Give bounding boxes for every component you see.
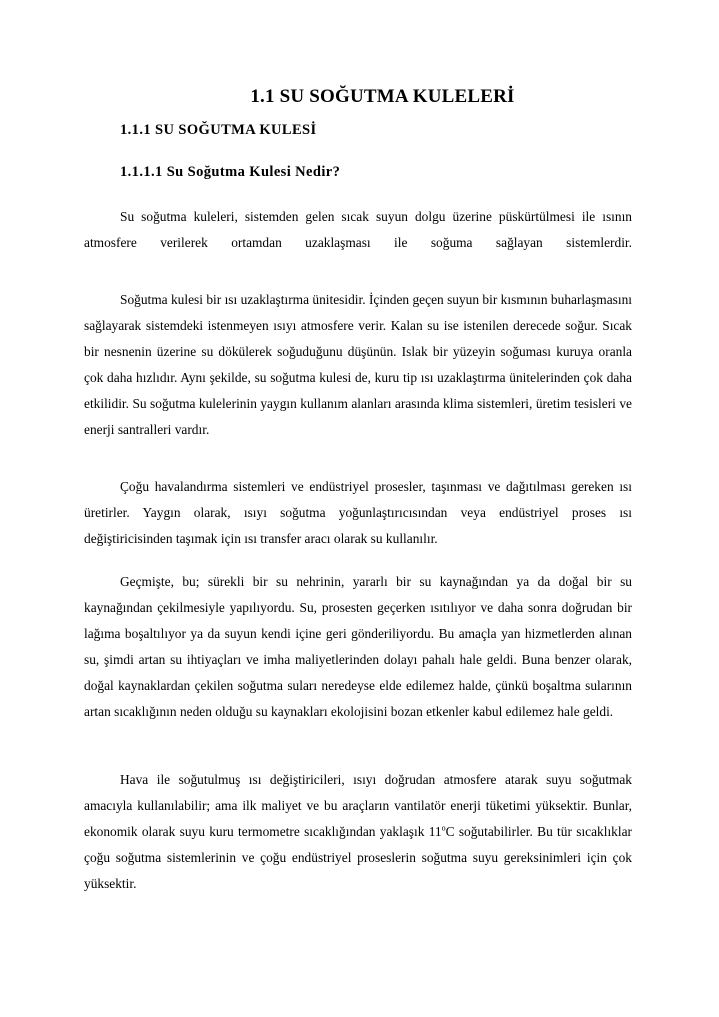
paragraph-5	[84, 767, 632, 897]
paragraph-5-text-end: C soğutabilirler. Bu tür sıcaklıklar çoğu soğutma sistemlerinin ve çoğu endüstriyel proseslerin soğutma suyu gereksinimleri için çok yüksektir.	[84, 824, 633, 891]
paragraph-3: Çoğu havalandırma sistemleri ve endüstriyel prosesler, taşınması ve dağıtılması gereken ısı üretirler. Yaygın olarak, ısıyı soğutma yoğunlaştırıcısından veya endüstriyel proses ısı değiştiricisinden taşımak için ısı transfer aracı olarak su kullanılır.	[84, 479, 632, 546]
page-title: 1.1 SU SOĞUTMA KULELERİ	[250, 86, 515, 107]
paragraph-4: Geçmişte, bu; sürekli bir su nehrinin, yararlı bir su kaynağından ya da doğal bir su kaynağından çekilmesiyle yapılıyordu. Su, prosesten geçerken ısıtılıyor ve daha sonra doğrudan bir lağıma boşaltılıyor ya da suyun kendi içine geri gönderiliyordu. Bu amaçla yan hizmetlerden alınan su, şimdi artan su ihtiyaçları ve imha maliyetlerinden dolayı pahalı hale geldi. Buna benzer olarak, doğal kaynaklardan çekilen soğutma suları neredeyse elde edilemez halde, çünkü boşaltma sularının artan sıcaklığının neden olduğu su kaynakları ekolojisini bozan etkenler kabul edilemez hale geldi.	[84, 574, 632, 719]
paragraph-2: Soğutma kulesi bir ısı uzaklaştırma ünitesidir. İçinden geçen suyun bir kısmının buharlaşmasını sağlayarak sistemdeki istenmeyen ısıyı atmosfere verir. Kalan su ise istenilen derecede soğur. Sıcak bir nesnenin üzerine su dökülerek soğuduğunu düşünün. Islak bir yüzeyin soğuması kuruya oranla çok daha hızlıdır. Aynı şekilde, su soğutma kulesi de, kuru tip ısı uzaklaştırma ünitelerinden çok daha etkilidir. Su soğutma kulelerinin yaygın kullanım alanları arasında klima sistemleri, üretim tesisleri ve enerji santralleri vardır.	[84, 292, 632, 437]
section-heading: 1.1.1 SU SOĞUTMA KULESİ	[120, 122, 317, 138]
degree-superscript: o	[441, 823, 446, 833]
paragraph-1: Su soğutma kuleleri, sistemden gelen sıcak suyun dolgu üzerine püskürtülmesi ile ısının atmosfere verilerek ortamdan uzaklaşması ile soğuma sağlayan sistemlerdir.	[84, 209, 632, 250]
paragraph-5-text-start: Hava ile soğutulmuş ısı değiştiricileri, ısıyı doğrudan atmosfere atarak suyu soğutmak amacıyla kullanılabilir; ama ilk maliyet ve bu araçların vantilatör enerji tüketimi yüksektir. Bunlar, ekonomik olarak suyu kuru termometre sıcaklığından yaklaşık 11	[84, 772, 632, 839]
subsection-heading: 1.1.1.1 Su Soğutma Kulesi Nedir?	[120, 164, 341, 180]
